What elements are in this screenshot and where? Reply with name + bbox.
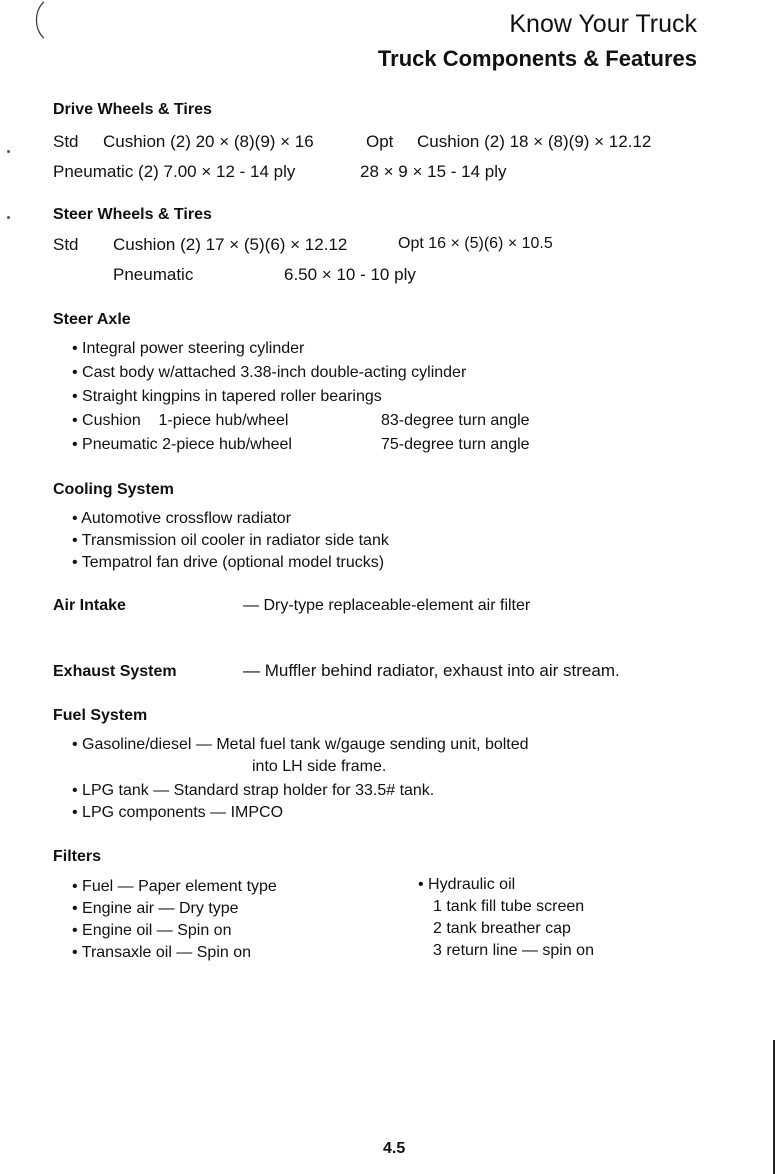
steer-axle-heading: Steer Axle — [53, 311, 131, 328]
list-item-continuation: into LH side frame. — [252, 758, 387, 775]
air-intake-heading: Air Intake — [53, 597, 126, 614]
drive-wheels-heading: Drive Wheels & Tires — [53, 101, 212, 118]
steer-std-label: Std — [53, 235, 79, 254]
list-item: • LPG components — IMPCO — [72, 804, 284, 821]
drive-std-value: Cushion (2) 20 × (8)(9) × 16 — [103, 132, 314, 151]
hydraulic-oil-title: • Hydraulic oil — [418, 876, 516, 893]
list-item: • Fuel — Paper element type — [72, 878, 277, 895]
margin-dot — [7, 216, 10, 219]
steer-std-value: Cushion (2) 17 × (5)(6) × 12.12 — [113, 235, 348, 254]
list-item: • LPG tank — Standard strap holder for 33.5# tank. — [72, 782, 435, 799]
list-item: • Cushion 1-piece hub/wheel — [72, 412, 289, 429]
filters-heading: Filters — [53, 848, 102, 865]
list-item: • Engine air — Dry type — [72, 900, 239, 917]
cooling-system-heading: Cooling System — [53, 481, 174, 498]
exhaust-system-heading: Exhaust System — [53, 663, 177, 680]
list-item: • Straight kingpins in tapered roller bearings — [72, 388, 382, 405]
drive-pneumatic-right: 28 × 9 × 15 - 14 ply — [360, 162, 507, 181]
turn-angle: 83-degree turn angle — [381, 412, 530, 429]
drive-opt-value: Cushion (2) 18 × (8)(9) × 12.12 — [417, 132, 652, 151]
steer-wheels-heading: Steer Wheels & Tires — [53, 206, 212, 223]
drive-pneumatic-left: Pneumatic (2) 7.00 × 12 - 14 ply — [53, 162, 296, 181]
list-item: • Transmission oil cooler in radiator side tank — [72, 532, 389, 549]
header-title: Know Your Truck — [509, 10, 697, 38]
fuel-system-heading: Fuel System — [53, 707, 148, 724]
drive-opt-label: Opt — [366, 132, 394, 151]
list-item: • Gasoline/diesel — Metal fuel tank w/gauge sending unit, bolted — [72, 736, 529, 753]
header-subtitle: Truck Components & Features — [377, 46, 697, 71]
page-edge-mark — [30, 0, 48, 40]
steer-pneumatic-label: Pneumatic — [113, 265, 194, 284]
list-item: 1 tank fill tube screen — [433, 898, 585, 915]
list-item: • Transaxle oil — Spin on — [72, 944, 252, 961]
steer-pneumatic-value: 6.50 × 10 - 10 ply — [284, 265, 416, 284]
list-item: • Cast body w/attached 3.38-inch double-acting cylinder — [72, 364, 467, 381]
list-item: • Engine oil — Spin on — [72, 922, 232, 939]
list-item: • Tempatrol fan drive (optional model trucks) — [72, 554, 385, 571]
list-item: 2 tank breather cap — [433, 920, 571, 937]
list-item: • Integral power steering cylinder — [72, 340, 305, 357]
list-item: 3 return line — spin on — [433, 942, 594, 959]
margin-dot — [7, 150, 10, 153]
steer-opt-value: Opt 16 × (5)(6) × 10.5 — [398, 235, 553, 252]
exhaust-system-value: — Muffler behind radiator, exhaust into air stream. — [243, 661, 620, 680]
drive-std-label: Std — [53, 132, 79, 151]
list-item: • Pneumatic 2-piece hub/wheel — [72, 436, 292, 453]
turn-angle: 75-degree turn angle — [381, 436, 530, 453]
page-number: 4.5 — [383, 1140, 406, 1157]
air-intake-value: — Dry-type replaceable-element air filter — [243, 597, 531, 614]
list-item: • Automotive crossflow radiator — [72, 510, 292, 527]
